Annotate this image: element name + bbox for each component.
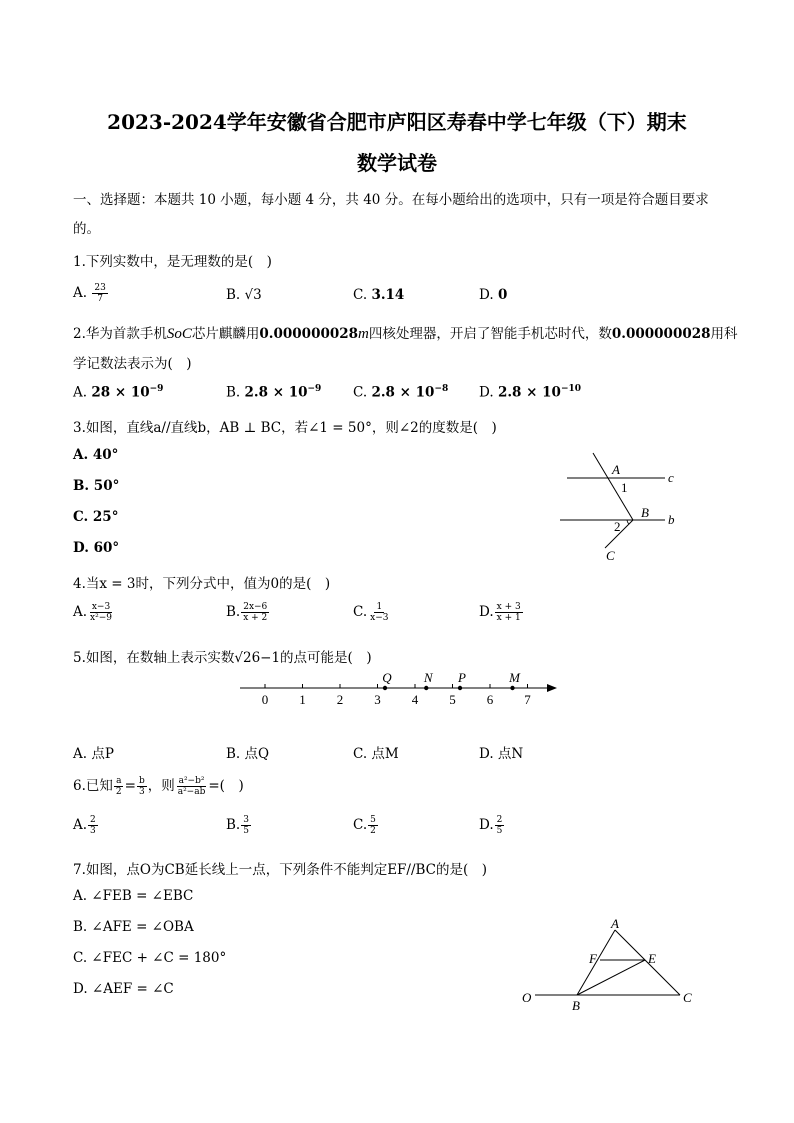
option-label: C. <box>353 287 368 303</box>
question-6-stem <box>73 774 244 797</box>
denominator: x−3 <box>370 613 389 623</box>
fraction <box>176 776 208 797</box>
option-label: C. <box>353 384 368 401</box>
option-label: B. <box>226 287 241 303</box>
point-label-Q: Q <box>382 670 392 685</box>
label-1: 1 <box>621 480 628 495</box>
q5-option-c[interactable]: C. 点M <box>353 746 399 762</box>
option-text: √3 <box>244 287 262 303</box>
point-N <box>424 686 428 690</box>
numerator: a <box>116 776 122 786</box>
q1-option-c[interactable] <box>353 287 404 303</box>
text: 2.华为首款手机 <box>73 326 167 342</box>
q4-option-a[interactable] <box>73 602 115 623</box>
point-label-P: P <box>458 670 466 685</box>
label-b: b <box>668 512 675 527</box>
tick-label-2: 2 <box>336 692 344 707</box>
section-header-cont: 的。 <box>73 221 100 237</box>
label-O: O <box>522 990 532 1005</box>
text: SoC <box>166 326 192 342</box>
label-2: 2 <box>614 519 621 534</box>
tick-label-3: 3 <box>374 692 381 707</box>
numerator: 1 <box>376 602 383 612</box>
q1-option-d[interactable] <box>479 287 507 303</box>
point-label-N: N <box>423 670 433 685</box>
label-A: A <box>611 918 619 931</box>
fraction <box>495 815 505 836</box>
q7-option-a[interactable]: A. ∠FEB = ∠EBC <box>73 888 194 904</box>
option-exp: −10 <box>560 384 582 394</box>
q3-figure <box>555 450 690 565</box>
denominator: 5 <box>243 826 249 836</box>
denominator: x²−9 <box>90 613 112 623</box>
numerator: 2 <box>496 815 503 825</box>
option-label: D. <box>479 604 494 620</box>
q4-option-b[interactable] <box>226 602 270 623</box>
tick-label-7: 7 <box>524 692 531 707</box>
denominator: x + 1 <box>496 613 521 623</box>
q1-option-a[interactable] <box>73 283 109 304</box>
text: ，则 <box>147 778 175 794</box>
numerator: b <box>138 776 145 786</box>
question-7-stem: 7.如图，点O为CB延长线上一点，下列条件不能判定EF//BC的是( ) <box>73 862 488 878</box>
fraction <box>241 815 251 836</box>
point-P <box>458 686 462 690</box>
q2-option-a[interactable] <box>73 384 163 401</box>
option-exp: −8 <box>434 384 449 394</box>
question-3-stem: 3.如图，直线a//直线b，AB ⊥ BC，若∠1 = 50°，则∠2的度数是( ) <box>73 420 497 436</box>
text: 0.000000028 <box>611 326 711 342</box>
option-base: 2.8 × 10 <box>497 384 561 401</box>
q2-option-b[interactable] <box>226 384 321 401</box>
option-label: A. <box>73 285 88 301</box>
fraction <box>137 776 147 797</box>
numerator: 2x−6 <box>243 602 268 612</box>
label-F: F <box>589 951 597 966</box>
text: 6.已知 <box>73 778 113 794</box>
option-base: 2.8 × 10 <box>371 384 435 401</box>
number-line <box>235 668 565 713</box>
text: 用科 <box>710 326 738 342</box>
option-exp: −9 <box>307 384 322 394</box>
question-4-stem: 4.当x = 3时，下列分式中，值为0的是( ) <box>73 576 331 592</box>
text: =( ) <box>208 778 244 794</box>
label-c: c <box>668 470 674 485</box>
point-Q <box>383 686 387 690</box>
q1-option-b[interactable] <box>226 287 262 303</box>
fraction <box>92 283 107 304</box>
label-E: E <box>648 951 656 966</box>
option-label: D. <box>479 287 494 303</box>
denominator: 2 <box>115 787 122 797</box>
question-5-stem: 5.如图，在数轴上表示实数√26−1的点可能是( ) <box>73 650 372 666</box>
numerator: 3 <box>243 815 249 825</box>
q2-option-c[interactable] <box>353 384 448 401</box>
q6-option-a[interactable] <box>73 815 99 836</box>
option-label: D. <box>479 384 494 401</box>
denominator: a²−ab <box>177 787 206 797</box>
label-B: B <box>572 998 580 1013</box>
denominator: 3 <box>138 787 145 797</box>
fraction <box>368 815 378 836</box>
q6-option-b[interactable] <box>226 815 252 836</box>
q3-option-a[interactable]: A. 40° <box>73 447 119 463</box>
point-M <box>510 686 514 690</box>
label-C: C <box>683 990 692 1005</box>
q7-option-c[interactable]: C. ∠FEC + ∠C = 180° <box>73 950 227 966</box>
denominator: 5 <box>496 826 503 836</box>
tick-label-0: 0 <box>261 692 269 707</box>
fraction <box>495 602 523 623</box>
denominator: 7 <box>97 294 103 304</box>
label-A: A <box>612 462 620 477</box>
label-C: C <box>606 548 615 563</box>
page-title: 2023-2024学年安徽省合肥市庐阳区寿春中学七年级（下）期末 <box>107 110 687 134</box>
option-text: 3.14 <box>371 287 405 303</box>
option-label: B. <box>226 604 241 620</box>
option-label: C. <box>353 604 368 620</box>
point-label-M: M <box>509 670 520 685</box>
q7-option-d[interactable]: D. ∠AEF = ∠C <box>73 981 174 997</box>
numerator: x + 3 <box>496 602 521 612</box>
page-subtitle: 数学试卷 <box>357 151 437 175</box>
denominator: 3 <box>90 826 96 836</box>
option-base: 2.8 × 10 <box>244 384 308 401</box>
q3-option-d[interactable]: D. 60° <box>73 540 120 556</box>
angle-2-arc <box>627 520 629 524</box>
q5-option-a[interactable]: A. 点P <box>73 746 114 762</box>
q3-option-c[interactable]: C. 25° <box>73 509 119 525</box>
q5-option-d[interactable]: D. 点N <box>479 746 524 762</box>
option-text: 0 <box>497 287 508 303</box>
tick-label-4: 4 <box>411 692 419 707</box>
option-label: C. <box>353 817 368 833</box>
q6-option-c[interactable] <box>353 815 379 836</box>
axis-arrow <box>547 684 557 692</box>
fraction <box>88 815 98 836</box>
text: 四核处理器，开启了智能手机芯时代，数 <box>368 326 612 342</box>
q4-option-d[interactable] <box>479 602 524 623</box>
option-label: B. <box>226 384 241 401</box>
tick-label-1: 1 <box>299 692 306 707</box>
question-2-stem-cont: 学记数法表示为( ) <box>73 356 192 372</box>
fraction <box>114 776 124 797</box>
tick-label-6: 6 <box>486 692 494 707</box>
text: 0.000000028 <box>259 326 359 342</box>
q7-figure <box>515 918 700 1013</box>
numerator: 2 <box>90 815 96 825</box>
q6-option-d[interactable] <box>479 815 505 836</box>
q3-option-b[interactable]: B. 50° <box>73 478 120 494</box>
numerator: a²−b² <box>178 776 205 786</box>
numerator: x−3 <box>91 602 111 612</box>
denominator: 2 <box>370 826 376 836</box>
q4-option-c[interactable] <box>353 602 391 623</box>
fraction <box>88 602 114 623</box>
option-label: A. <box>73 384 88 401</box>
option-base: 28 × 10 <box>91 384 150 401</box>
option-label: A. <box>73 604 88 620</box>
option-label: A. <box>73 817 88 833</box>
text: 芯片麒麟用 <box>191 326 260 342</box>
text: = <box>124 778 136 794</box>
text: m <box>358 326 369 342</box>
option-exp: −9 <box>149 384 164 394</box>
numerator: 5 <box>370 815 376 825</box>
tick-label-5: 5 <box>449 692 456 707</box>
label-B: B <box>641 505 649 520</box>
fraction <box>241 602 269 623</box>
q7-option-b[interactable]: B. ∠AFE = ∠OBA <box>73 919 194 935</box>
numerator: 23 <box>94 283 106 293</box>
section-header: 一、选择题：本题共 10 小题，每小题 4 分，共 40 分。在每小题给出的选项中，只有一项是符合题目要求 <box>73 192 709 208</box>
q5-option-b[interactable]: B. 点Q <box>226 746 270 762</box>
q2-option-d[interactable] <box>479 384 581 401</box>
question-2-stem <box>73 322 738 343</box>
denominator: x + 2 <box>243 613 268 623</box>
fraction <box>368 602 390 623</box>
option-label: D. <box>479 817 494 833</box>
option-label: B. <box>226 817 241 833</box>
question-1-stem: 1.下列实数中，是无理数的是( ) <box>73 254 272 270</box>
